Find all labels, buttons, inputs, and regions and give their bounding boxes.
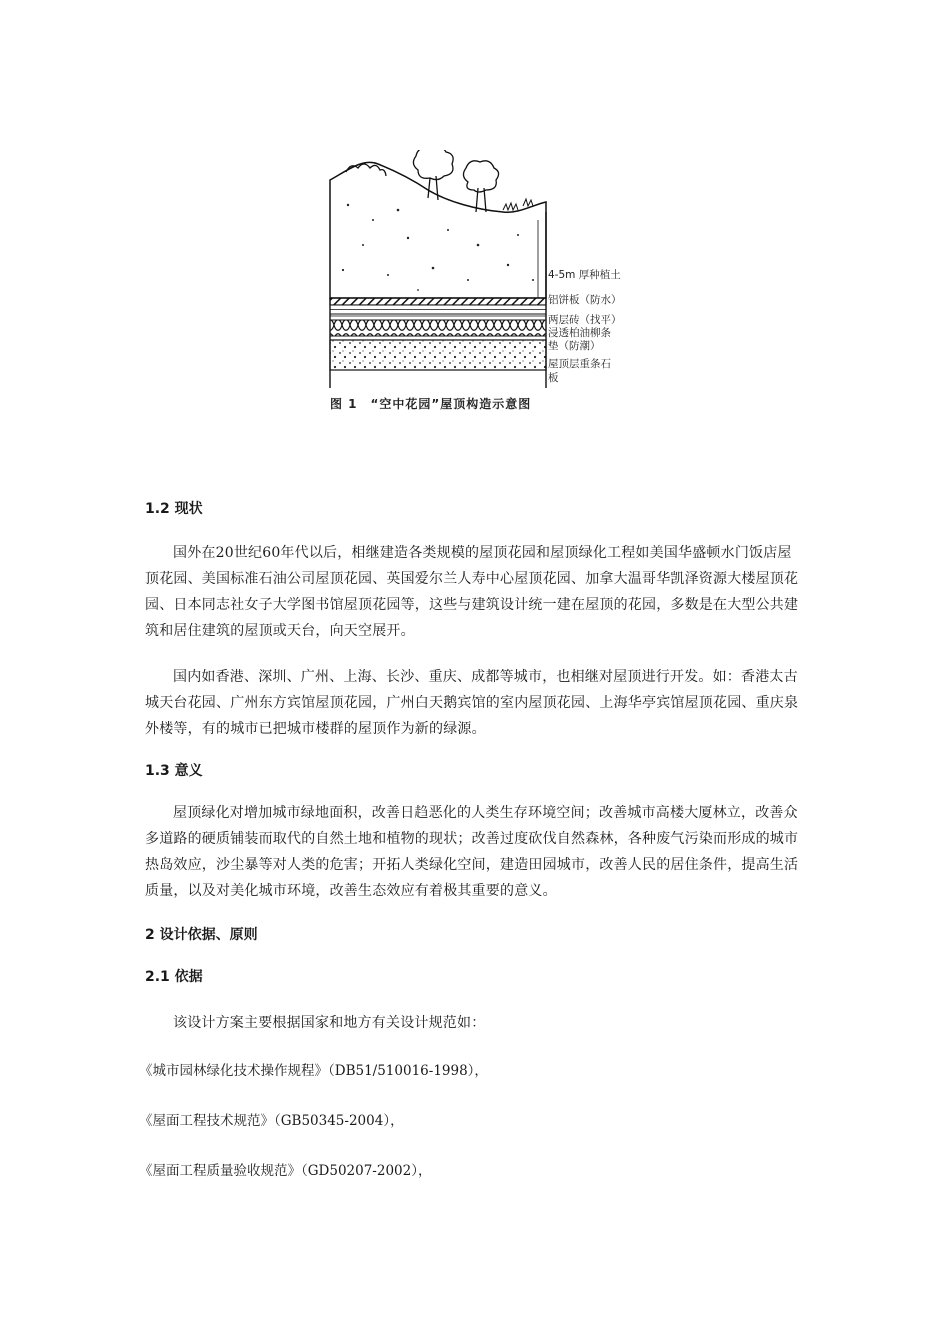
reference-item: 《屋面工程技术规范》（GB50345-2004），: [139, 1113, 404, 1129]
reference-item: 《屋面工程质量验收规范》（GD50207-2002），: [139, 1163, 432, 1179]
stone-slab-layer: [330, 340, 546, 370]
section-heading-2-1: 2.1 依据: [145, 969, 203, 985]
section-heading-2: 2 设计依据、原则: [145, 927, 258, 943]
tree-icon: [463, 161, 498, 212]
section-heading-1-3: 1.3 意义: [145, 763, 203, 779]
soil-layer: [330, 162, 546, 298]
paragraph: 屋顶绿化对增加城市绿地面积，改善日趋恶化的人类生存环境空间；改善城市高楼大厦林立，改善众多道路的硬质铺装而取代的自然土地和植物的现状；改善过度砍伐自然森林，各种废气污染而形成的城市热岛效应，沙尘暴等对人类的危害；开拓人类绿化空间，建造田园城市，改善人民的居住条件，提高生活质量，以及对美化城市环境，改善生态效应有着极其重要的意义。: [145, 805, 799, 899]
aluminum-layer: [330, 298, 546, 305]
label-soil: 4-5m 厚种植土: [548, 269, 621, 281]
label-aluminum: 铝饼板（防水）: [548, 294, 622, 306]
label-mat-1: 浸透柏油柳条: [548, 327, 611, 339]
label-slab-2: 板: [548, 372, 559, 384]
willow-mat-layer: [330, 320, 546, 336]
label-slab-1: 屋顶层重条石: [548, 358, 611, 370]
label-brick: 两层砖（找平）: [548, 314, 622, 326]
roof-garden-diagram: [318, 150, 678, 420]
figure-caption: 图 1 “空中花园”屋顶构造示意图: [330, 397, 532, 411]
section-heading-1-2: 1.2 现状: [145, 501, 203, 517]
roof-section-drawing: [318, 150, 678, 395]
paragraph: 国外在20世纪60年代以后，相继建造各类规模的屋顶花园和屋顶绿化工程如美国华盛顿水门饭店屋顶花园、美国标准石油公司屋顶花园、英国爱尔兰人寿中心屋顶花园、加拿大温哥华凯泽资源大楼屋顶花园、日本同志社女子大学图书馆屋顶花园等，这些与建筑设计统一建在屋顶的花园，多数是在大型公共建筑和居住建筑的屋顶或天台，向天空展开。: [145, 545, 799, 639]
document-body: [139, 498, 805, 1182]
paragraph: 该设计方案主要根据国家和地方有关设计规范如：: [173, 1015, 486, 1031]
paragraph: 国内如香港、深圳、广州、上海、长沙、重庆、成都等城市，也相继对屋顶进行开发。如：香港太古城天台花园、广州东方宾馆屋顶花园，广州白天鹅宾馆的室内屋顶花园、上海华亭宾馆屋顶花园、重庆泉外楼等，有的城市已把城市楼群的屋顶作为新的绿源。: [145, 669, 799, 737]
reference-item: 《城市园林绿化技术操作规程》（DB51/510016-1998），: [139, 1063, 488, 1079]
label-mat-2: 垫（防潮）: [548, 340, 601, 352]
